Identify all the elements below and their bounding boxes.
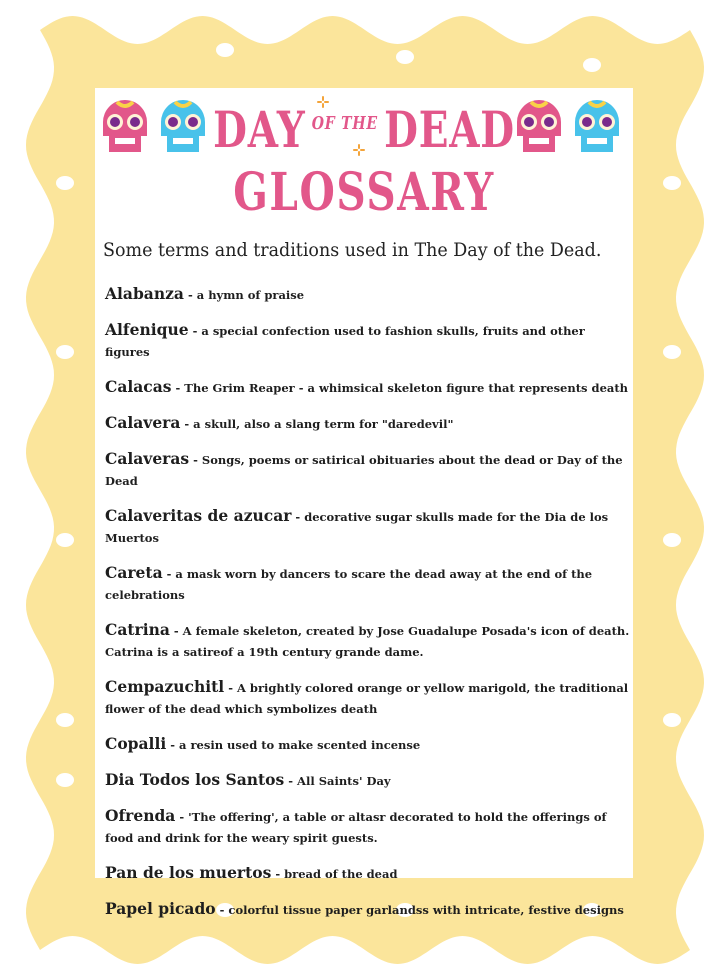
term-name: Ofrenda bbox=[105, 806, 176, 825]
term-name: Catrina bbox=[105, 620, 170, 639]
title-day: DAY bbox=[213, 100, 306, 159]
glossary-entry bbox=[105, 677, 630, 719]
frame-dot bbox=[56, 533, 74, 547]
term-name: Careta bbox=[105, 563, 163, 582]
term-definition: - a special confection used to fashion skulls, fruits and other figures bbox=[105, 324, 585, 359]
title-of-the: OF THE bbox=[311, 113, 378, 134]
term-definition: - a resin used to make scented incense bbox=[166, 738, 421, 752]
glossary-entry bbox=[105, 320, 630, 362]
glossary-entry bbox=[105, 563, 630, 605]
term-name: Alabanza bbox=[105, 284, 184, 303]
term-definition: - A brightly colored orange or yellow marigold, the traditional flower of the dead which symbolizes death bbox=[105, 681, 629, 716]
term-definition: - Songs, poems or satirical obituaries about the dead or Day of the Dead bbox=[105, 453, 623, 488]
sugar-skull-blue-icon bbox=[571, 96, 623, 156]
title-glossary: GLOSSARY bbox=[233, 162, 495, 223]
term-name: Calaveritas de azucar bbox=[105, 506, 292, 525]
glossary-entry bbox=[105, 413, 630, 434]
term-definition: - a hymn of praise bbox=[183, 288, 305, 302]
term-definition: - All Saints' Day bbox=[284, 774, 391, 788]
term-name: Pan de los muertos bbox=[105, 863, 272, 882]
term-name: Alfenique bbox=[105, 320, 189, 339]
glossary-entry bbox=[105, 770, 630, 791]
title-line-1 bbox=[154, 94, 574, 160]
term-definition: - 'The offering', a table or altasr decorated to hold the offerings of food and drink for the weary spirit guests. bbox=[105, 810, 607, 845]
frame-dot bbox=[56, 176, 74, 190]
term-name: Dia Todos los Santos bbox=[105, 770, 285, 789]
frame-dot bbox=[56, 713, 74, 727]
term-name: Cempazuchitl bbox=[105, 677, 225, 696]
term-name: Calavera bbox=[105, 413, 181, 432]
glossary-list bbox=[105, 284, 630, 935]
term-definition: - The Grim Reaper - a whimsical skeleton figure that represents death bbox=[171, 381, 629, 395]
term-definition: - bread of the dead bbox=[271, 867, 398, 881]
glossary-entry bbox=[105, 377, 630, 398]
glossary-entry bbox=[105, 863, 630, 884]
frame-dot bbox=[56, 773, 74, 787]
subtitle: Some terms and traditions used in The Day of the Dead. bbox=[103, 239, 602, 261]
glossary-entry bbox=[105, 899, 630, 920]
sugar-skull-pink-icon bbox=[99, 96, 151, 156]
term-name: Calacas bbox=[105, 377, 172, 396]
title-dead: DEAD bbox=[384, 100, 515, 159]
frame-dot bbox=[396, 50, 414, 64]
term-definition: - colorful tissue paper garlandss with intricate, festive designs bbox=[215, 903, 624, 917]
frame-dot bbox=[663, 176, 681, 190]
glossary-entry bbox=[105, 284, 630, 305]
glossary-entry bbox=[105, 620, 630, 662]
glossary-entry bbox=[105, 449, 630, 491]
term-name: Calaveras bbox=[105, 449, 190, 468]
term-definition: - decorative sugar skulls made for the Dia de los Muertos bbox=[105, 510, 609, 545]
frame-dot bbox=[216, 43, 234, 57]
glossary-entry bbox=[105, 506, 630, 548]
frame-dot bbox=[583, 58, 601, 72]
frame-dot bbox=[56, 345, 74, 359]
glossary-entry bbox=[105, 734, 630, 755]
frame-dot bbox=[663, 345, 681, 359]
frame-dot bbox=[663, 713, 681, 727]
term-definition: - A female skeleton, created by Jose Guadalupe Posada's icon of death. Catrina is a satireof a 19th century grande dame. bbox=[105, 624, 630, 659]
term-name: Papel picado bbox=[105, 899, 216, 918]
glossary-entry bbox=[105, 806, 630, 848]
glossary-panel bbox=[95, 88, 633, 918]
term-name: Copalli bbox=[105, 734, 167, 753]
term-definition: - a skull, also a slang term for "daredevil" bbox=[180, 417, 454, 431]
header bbox=[95, 88, 633, 238]
term-definition: - a mask worn by dancers to scare the dead away at the end of the celebrations bbox=[105, 567, 593, 602]
frame-dot bbox=[663, 533, 681, 547]
